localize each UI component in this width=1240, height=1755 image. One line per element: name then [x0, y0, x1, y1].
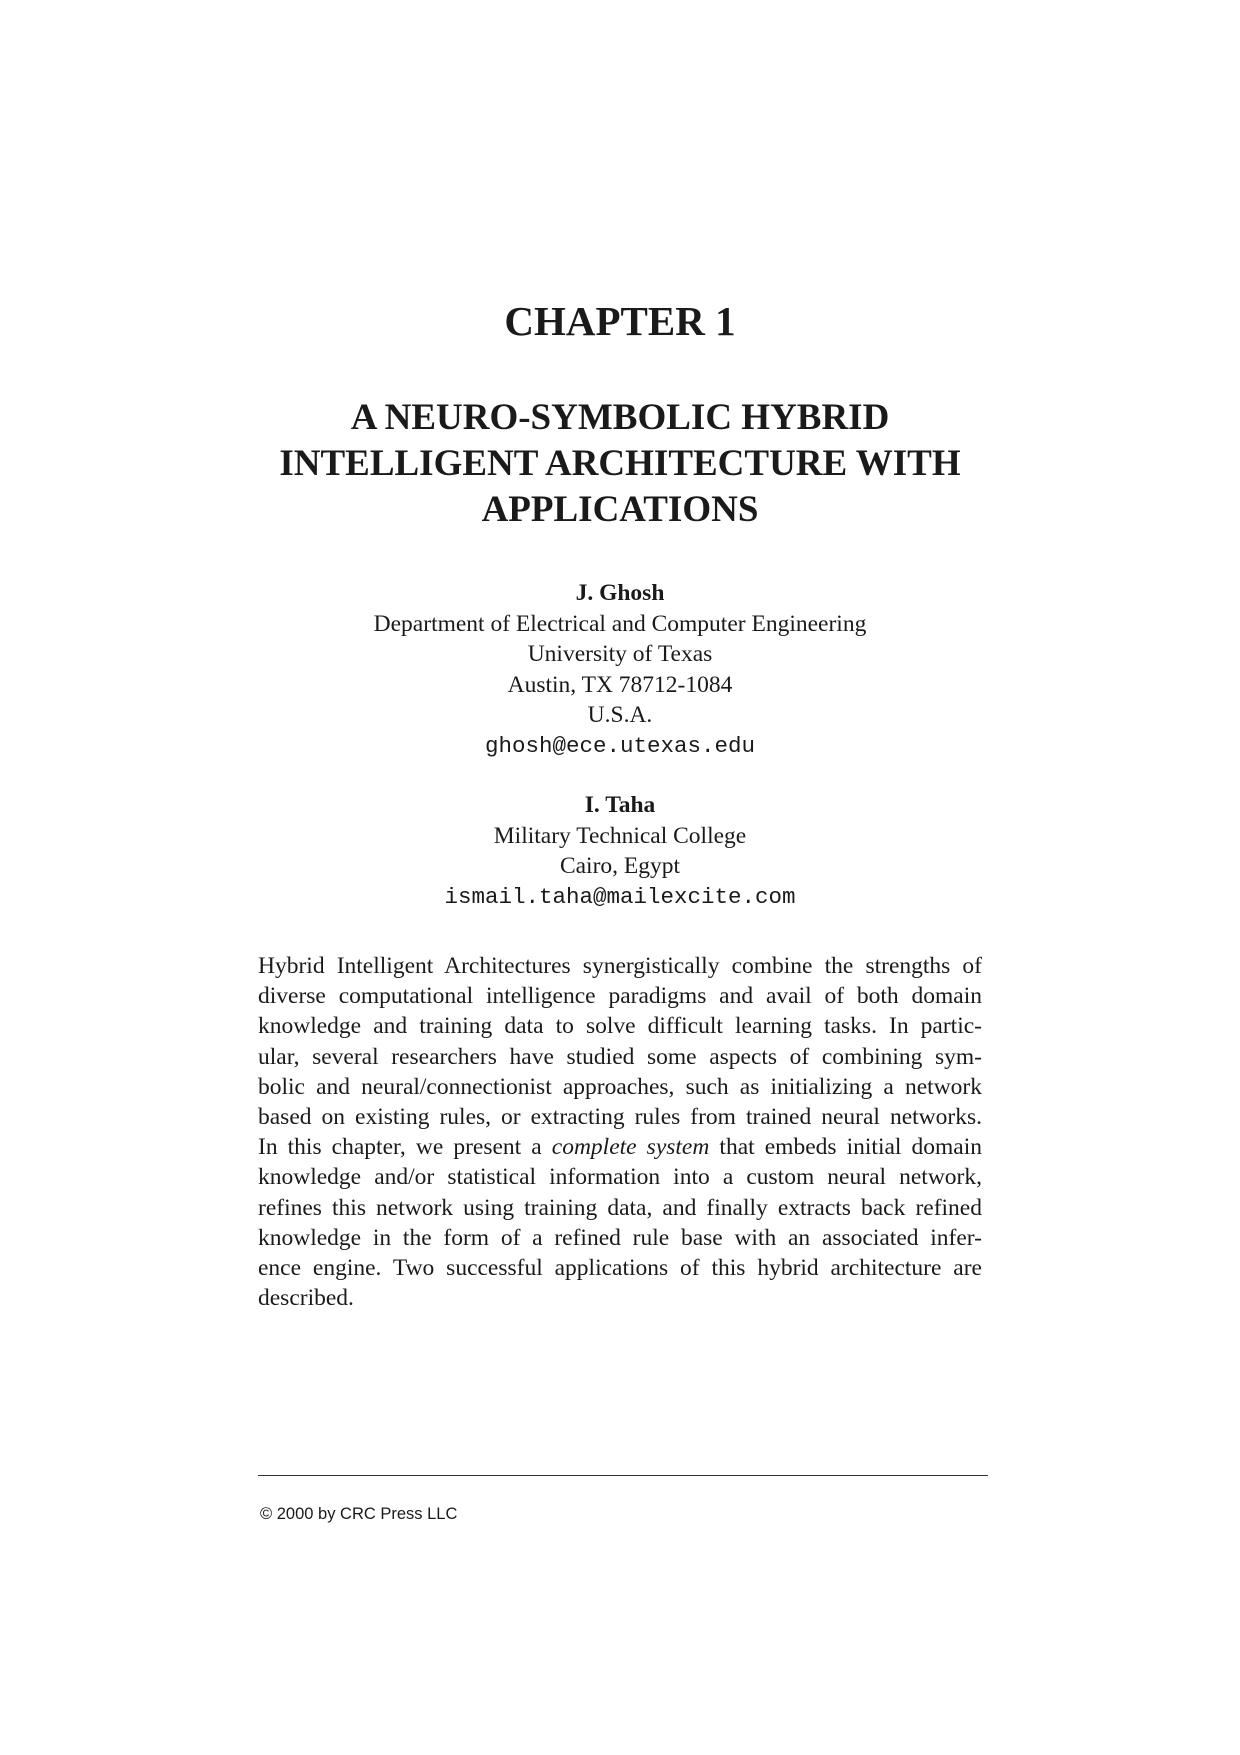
abstract-line: based on existing rules, or extracting rules from trained neural networks. [258, 1104, 982, 1131]
author-email: ghosh@ece.utexas.edu [484, 732, 756, 759]
footer-rule [258, 1475, 988, 1476]
author-affiliation-line: Department of Electrical and Computer Engineering [373, 610, 867, 637]
author-block [0, 578, 1240, 761]
emphasis-complete-system: complete system [551, 1134, 710, 1161]
author-affiliation-line: University of Texas [527, 641, 713, 667]
abstract-line: ular, several researchers have studied some aspects of combining sym- [258, 1043, 982, 1070]
abstract-line: diverse computational intelligence paradigms and avail of both domain [258, 983, 982, 1010]
abstract-line: knowledge and/or statistical information into a custom neural network, [258, 1164, 982, 1191]
author-name: I. Taha [584, 792, 656, 818]
abstract-line [258, 1132, 982, 1162]
chapter-label: CHAPTER 1 [504, 298, 736, 344]
abstract-line: described. [258, 1285, 354, 1312]
chapter-title-line: INTELLIGENT ARCHITECTURE WITH [279, 443, 961, 484]
author-name: J. Ghosh [575, 580, 665, 606]
author-affiliation-line: Austin, TX 78712-1084 [507, 671, 733, 698]
author-affiliation-line: Cairo, Egypt [559, 853, 681, 879]
abstract-line: bolic and neural/connectionist approaches, such as initializing a network [258, 1073, 982, 1100]
abstract [258, 951, 982, 1313]
abstract-line: Hybrid Intelligent Architectures synergistically combine the strengths of [258, 953, 982, 979]
chapter-title-line: APPLICATIONS [481, 489, 759, 530]
abstract-text: In this chapter, we present a [258, 1134, 552, 1161]
author-affiliation-line: U.S.A. [587, 702, 653, 728]
copyright-notice: © 2000 by CRC Press LLC [260, 1505, 458, 1523]
abstract-line: knowledge in the form of a refined rule base with an associated infer- [258, 1224, 982, 1251]
abstract-line: knowledge and training data to solve difficult learning tasks. In partic- [258, 1013, 982, 1040]
author-block [0, 790, 1240, 912]
chapter-title-line: A NEURO-SYMBOLIC HYBRID [350, 397, 890, 438]
chapter-title [0, 395, 1240, 533]
author-email: ismail.taha@mailexcite.com [444, 883, 796, 910]
abstract-line: ence engine. Two successful applications of this hybrid architecture are [258, 1255, 982, 1282]
abstract-text: that embeds initial domain [709, 1134, 982, 1161]
abstract-line: refines this network using training data, and finally extracts back refined [258, 1194, 982, 1221]
author-affiliation-line: Military Technical College [493, 822, 747, 849]
